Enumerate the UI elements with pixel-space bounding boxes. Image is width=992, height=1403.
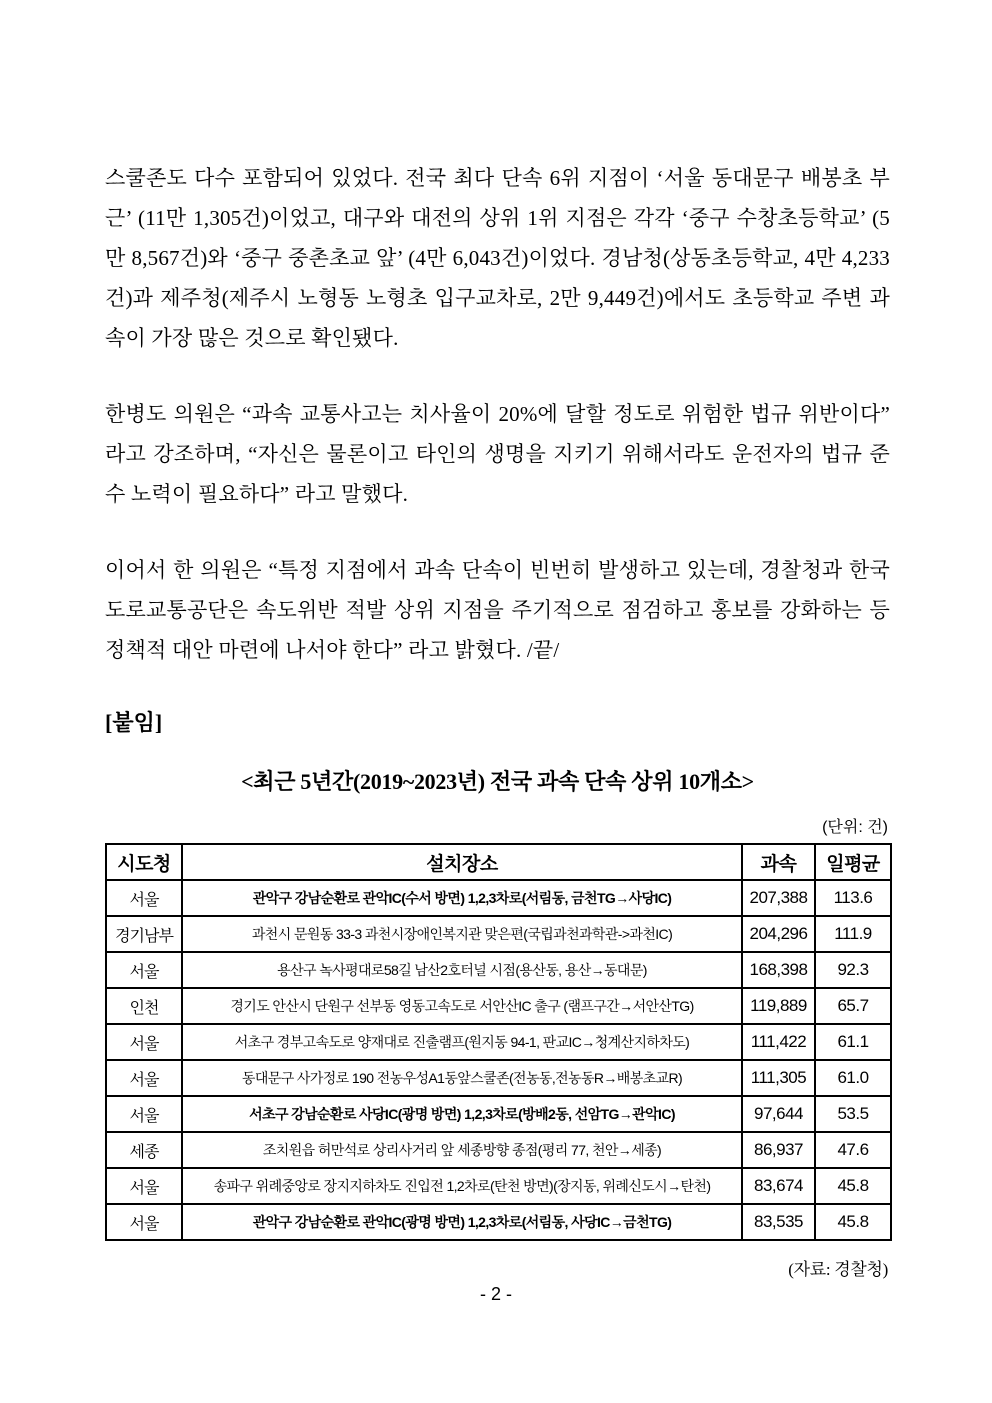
cell-agency: 세종 [106, 1132, 182, 1168]
cell-count: 111,422 [742, 1024, 815, 1060]
table-row [106, 1024, 891, 1060]
paragraph-schoolzone-stats: 스쿨존도 다수 포함되어 있었다. 전국 최다 단속 6위 지점이 ‘서울 동대문구 배봉초 부근’ (11만 1,305건)이었고, 대구와 대전의 상위 1위 지점은 각각 ‘중구 수창초등학교’ (5만 8,567건)와 ‘중구 중촌초교 앞’ (4만 6,043건)이었다. 경남청(상동초등학교, 4만 4,233건)과 제주청(제주시 노형동 노형초 입구교차로, 2만 9,449건)에서도 초등학교 주변 과속이 가장 많은 것으로 확인됐다. [105, 166, 890, 350]
source-note: (자료: 경찰청) [788, 1260, 888, 1279]
attachment-label: [붙임] [105, 710, 163, 735]
unit-note: (단위: 건) [822, 819, 888, 836]
cell-agency: 서울 [106, 952, 182, 988]
header-agency: 시도청 [106, 844, 182, 880]
cell-agency: 서울 [106, 1096, 182, 1132]
paragraph-policy-remark: 이어서 한 의원은 “특정 지점에서 과속 단속이 빈번히 발생하고 있는데, 경찰청과 한국도로교통공단은 속도위반 적발 상위 지점을 주기적으로 점검하고 홍보를 강화하는 등 정책적 대안 마련에 나서야 한다” 라고 밝혔다. /끝/ [105, 558, 890, 662]
cell-agency: 서울 [106, 1024, 182, 1060]
cell-location: 용산구 녹사평대로58길 남산2호터널 시점(용산동, 용산→동대문) [182, 952, 742, 988]
table-row [106, 1132, 891, 1168]
cell-count: 204,296 [742, 916, 815, 952]
cell-count: 111,305 [742, 1060, 815, 1096]
cell-count: 86,937 [742, 1132, 815, 1168]
cell-location: 동대문구 사가정로 190 전농우성A1동앞스쿨존(전농동,전농동R→배봉초교R) [182, 1060, 742, 1096]
cell-daily-avg: 45.8 [815, 1204, 891, 1240]
cell-location: 서초구 강남순환로 사당IC(광명 방면) 1,2,3차로(방배2동, 선암TG→관악IC) [182, 1096, 742, 1132]
cell-count: 119,889 [742, 988, 815, 1024]
header-location: 설치장소 [182, 844, 742, 880]
speed-enforcement-table [105, 843, 892, 1241]
cell-daily-avg: 113.6 [815, 880, 891, 916]
header-count: 과속 [742, 844, 815, 880]
table-body [106, 880, 891, 1240]
table-title: <최근 5년간(2019~2023년) 전국 과속 단속 상위 10개소> [241, 769, 754, 794]
table-row [106, 1204, 891, 1240]
table-header-row [106, 844, 891, 880]
table-row [106, 952, 891, 988]
table-row [106, 1096, 891, 1132]
cell-daily-avg: 61.1 [815, 1024, 891, 1060]
table-row [106, 1168, 891, 1204]
cell-agency: 서울 [106, 1204, 182, 1240]
table-row [106, 1060, 891, 1096]
cell-location: 관악구 강남순환로 관악IC(수서 방면) 1,2,3차로(서림동, 금천TG→사당IC) [182, 880, 742, 916]
cell-count: 83,535 [742, 1204, 815, 1240]
cell-daily-avg: 61.0 [815, 1060, 891, 1096]
cell-daily-avg: 53.5 [815, 1096, 891, 1132]
cell-location: 과천시 문원동 33-3 과천시장애인복지관 맞은편(국립과천과학관->과천IC) [182, 916, 742, 952]
cell-location: 경기도 안산시 단원구 선부동 영동고속도로 서안산IC 출구 (램프구간→서안산TG) [182, 988, 742, 1024]
cell-daily-avg: 45.8 [815, 1168, 891, 1204]
cell-location: 송파구 위례중앙로 장지지하차도 진입전 1,2차로(탄천 방면)(장지동, 위례신도시→탄천) [182, 1168, 742, 1204]
cell-agency: 서울 [106, 1168, 182, 1204]
cell-location: 서초구 경부고속도로 양재대로 진출램프(원지동 94-1, 판교IC→청계산지하차도) [182, 1024, 742, 1060]
paragraph-lawmaker-quote: 한병도 의원은 “과속 교통사고는 치사율이 20%에 달할 정도로 위험한 법규 위반이다” 라고 강조하며, “자신은 물론이고 타인의 생명을 지키기 위해서라도 운전자의 법규 준수 노력이 필요하다” 라고 말했다. [105, 402, 890, 506]
table-row [106, 880, 891, 916]
table-row [106, 988, 891, 1024]
cell-daily-avg: 92.3 [815, 952, 891, 988]
cell-count: 97,644 [742, 1096, 815, 1132]
cell-daily-avg: 65.7 [815, 988, 891, 1024]
cell-daily-avg: 47.6 [815, 1132, 891, 1168]
cell-agency: 인천 [106, 988, 182, 1024]
header-daily-avg: 일평균 [815, 844, 891, 880]
cell-agency: 서울 [106, 1060, 182, 1096]
cell-agency: 서울 [106, 880, 182, 916]
cell-daily-avg: 111.9 [815, 916, 891, 952]
cell-location: 조치원읍 허만석로 상리사거리 앞 세종방향 종점(평리 77, 천안→세종) [182, 1132, 742, 1168]
cell-location: 관악구 강남순환로 관악IC(광명 방면) 1,2,3차로(서림동, 사당IC→금천TG) [182, 1204, 742, 1240]
body-text [105, 158, 890, 670]
page-number: - 2 - [479, 1284, 512, 1304]
cell-count: 168,398 [742, 952, 815, 988]
cell-count: 207,388 [742, 880, 815, 916]
cell-agency: 경기남부 [106, 916, 182, 952]
cell-count: 83,674 [742, 1168, 815, 1204]
table-row [106, 916, 891, 952]
